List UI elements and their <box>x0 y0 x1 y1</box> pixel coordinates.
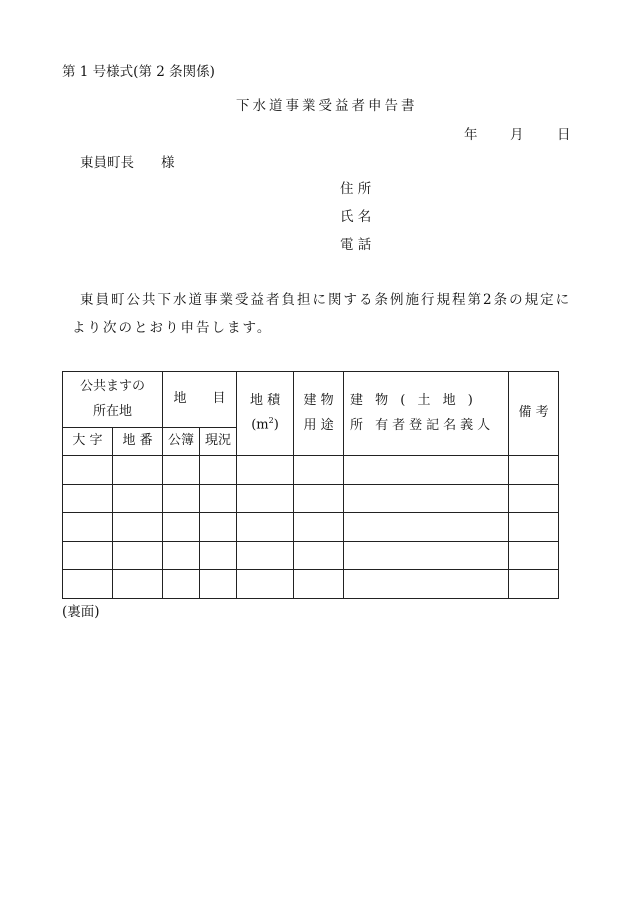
table-cell[interactable] <box>63 513 113 542</box>
header-chimoku: 地 目 <box>163 372 237 428</box>
back-side-label: (裏面) <box>62 604 100 620</box>
header-owner-line1: 建 物 ( 土 地 ) <box>350 392 477 408</box>
table-cell[interactable] <box>344 456 509 485</box>
table-cell[interactable] <box>113 570 163 599</box>
header-oaza: 大 字 <box>63 428 113 456</box>
header-usage-line2: 用 途 <box>303 417 334 433</box>
addressee: 東員町長 様 <box>80 155 175 171</box>
declaration-table <box>62 371 559 599</box>
header-location-line1: 公共ますの <box>80 378 146 394</box>
header-owner <box>344 372 509 456</box>
table-cell[interactable] <box>344 513 509 542</box>
table-cell[interactable] <box>113 456 163 485</box>
table-cell[interactable] <box>344 484 509 513</box>
body-text-line1: 東員町公共下水道事業受益者負担に関する条例施行規程第2条の規定に <box>80 292 572 308</box>
header-location <box>63 372 163 428</box>
date-month-label: 月 <box>510 127 524 143</box>
table-cell[interactable] <box>63 484 113 513</box>
table-cell[interactable] <box>163 570 200 599</box>
table-cell[interactable] <box>294 513 344 542</box>
table-cell[interactable] <box>237 513 294 542</box>
table-cell[interactable] <box>63 541 113 570</box>
name-label: 氏 名 <box>340 209 372 225</box>
table-cell[interactable] <box>63 456 113 485</box>
address-label: 住 所 <box>340 181 372 197</box>
table-cell[interactable] <box>294 456 344 485</box>
table-cell[interactable] <box>294 541 344 570</box>
body-text-line2: より次のとおり申告します。 <box>72 320 273 336</box>
table-row <box>63 456 559 485</box>
table-row <box>63 513 559 542</box>
header-kobo: 公簿 <box>163 428 200 456</box>
table-cell[interactable] <box>509 570 559 599</box>
table-cell[interactable] <box>237 456 294 485</box>
table-cell[interactable] <box>63 570 113 599</box>
table-cell[interactable] <box>200 456 237 485</box>
table-cell[interactable] <box>163 541 200 570</box>
table-cell[interactable] <box>294 570 344 599</box>
header-area-line1: 地 積 <box>249 392 281 408</box>
form-number: 第 1 号様式(第 2 条関係) <box>62 64 215 80</box>
document-title: 下水道事業受益者申告書 <box>236 98 418 114</box>
phone-label: 電 話 <box>340 237 372 253</box>
table-cell[interactable] <box>344 570 509 599</box>
table-cell[interactable] <box>163 484 200 513</box>
table-cell[interactable] <box>509 541 559 570</box>
header-location-line2: 所在地 <box>93 403 133 419</box>
table-row <box>63 484 559 513</box>
table-row <box>63 570 559 599</box>
header-owner-line2: 所 有者登記名義人 <box>350 417 495 433</box>
table-cell[interactable] <box>237 541 294 570</box>
header-usage-line1: 建 物 <box>303 392 334 408</box>
header-usage <box>294 372 344 456</box>
table-cell[interactable] <box>200 570 237 599</box>
table-cell[interactable] <box>509 513 559 542</box>
header-chiban: 地 番 <box>113 428 163 456</box>
table-cell[interactable] <box>237 570 294 599</box>
table-cell[interactable] <box>509 484 559 513</box>
table-cell[interactable] <box>344 541 509 570</box>
table-cell[interactable] <box>113 541 163 570</box>
table-cell[interactable] <box>294 484 344 513</box>
date-day-label: 日 <box>557 127 571 143</box>
table-cell[interactable] <box>163 513 200 542</box>
header-remarks: 備 考 <box>509 372 559 456</box>
table-cell[interactable] <box>237 484 294 513</box>
table-cell[interactable] <box>200 541 237 570</box>
table-cell[interactable] <box>200 513 237 542</box>
date-year-label: 年 <box>464 127 478 143</box>
header-area-unit: $(m^2)$ <box>251 416 279 433</box>
table-cell[interactable] <box>113 484 163 513</box>
table-cell[interactable] <box>200 484 237 513</box>
table-row <box>63 541 559 570</box>
header-area <box>237 372 294 456</box>
table-cell[interactable] <box>509 456 559 485</box>
table-cell[interactable] <box>163 456 200 485</box>
header-genkyo: 現況 <box>200 428 237 456</box>
table-cell[interactable] <box>113 513 163 542</box>
